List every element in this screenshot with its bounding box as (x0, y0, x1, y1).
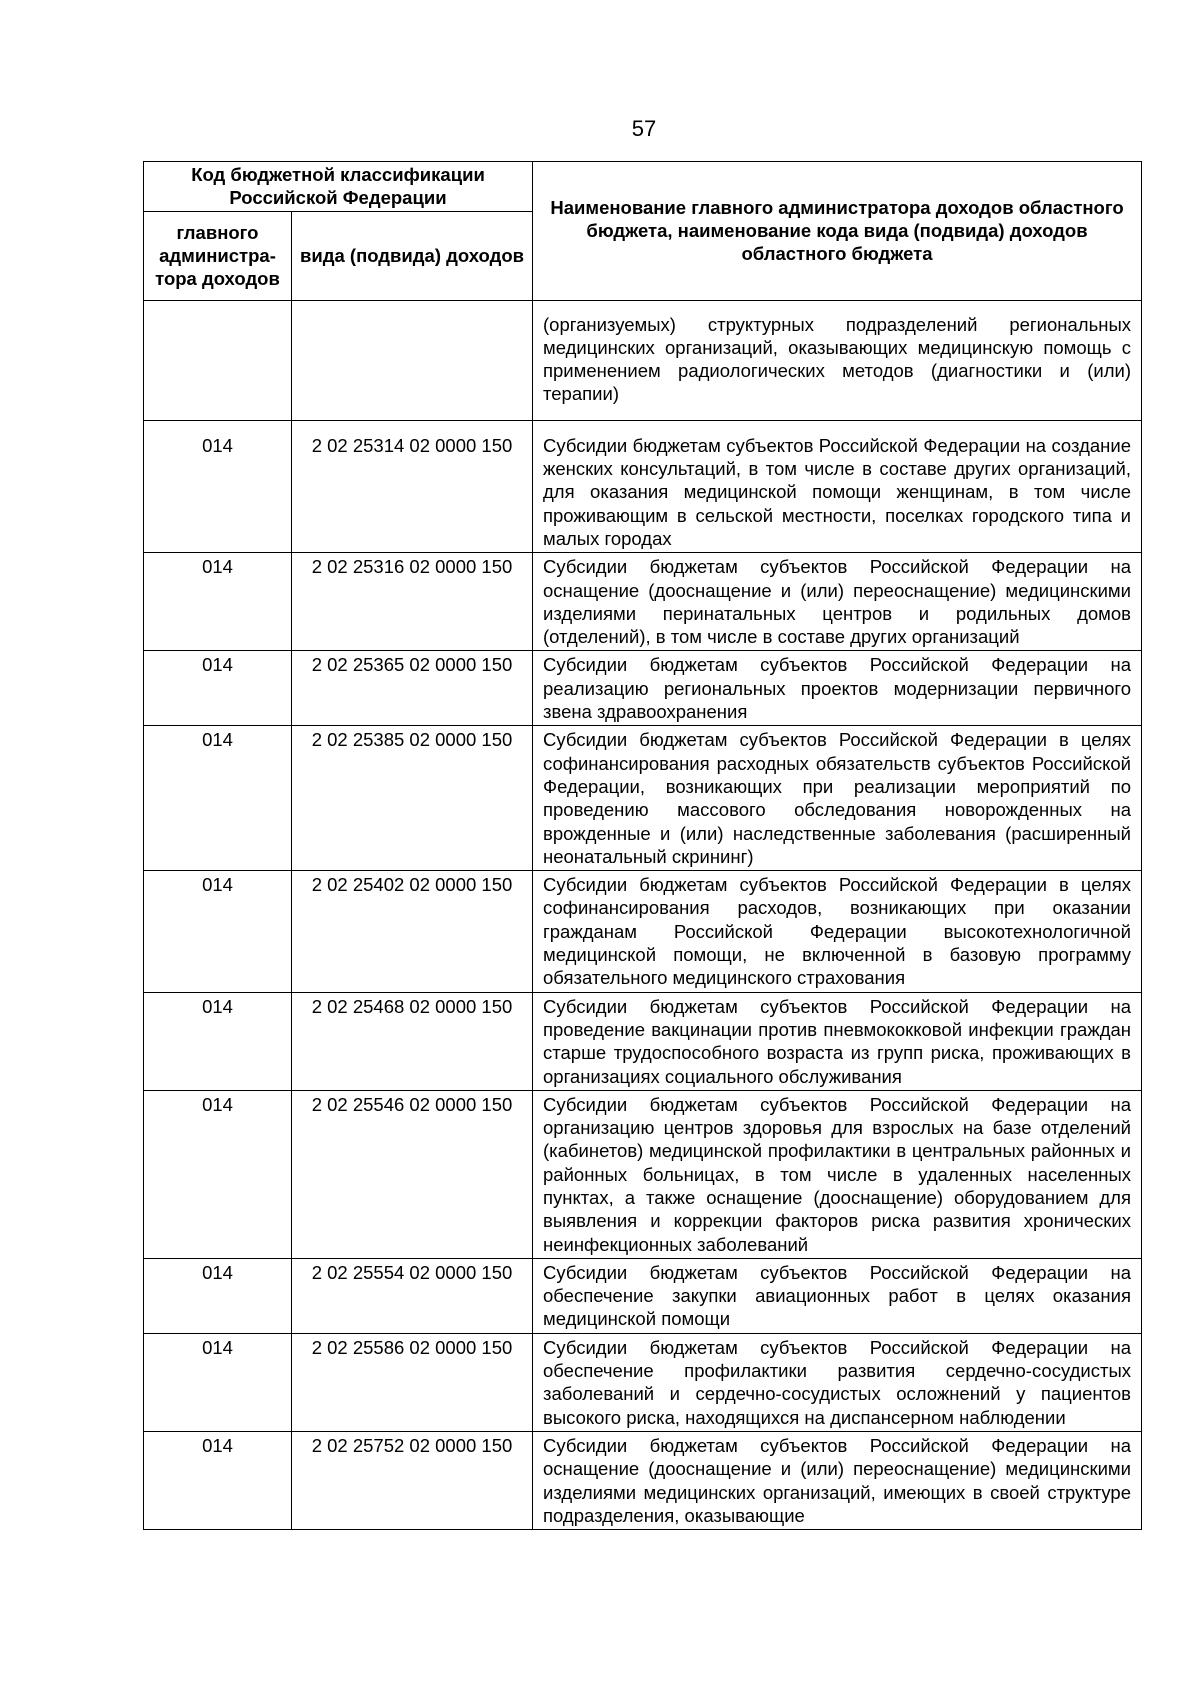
admin-code-cell: 014 (144, 1431, 292, 1529)
income-code-cell: 2 02 25586 02 0000 150 (292, 1333, 533, 1431)
table-row (144, 420, 1142, 552)
income-name-cell: Субсидии бюджетам субъектов Российской Федерации в целях софинансирования расходов, возникающих при оказании гражданам Российской Федерации высокотехнологичной медицинской помощи, не включенной в базовую программу обязательного медицинского страхования (533, 871, 1142, 992)
income-code-cell: 2 02 25554 02 0000 150 (292, 1258, 533, 1333)
income-code-cell: 2 02 25365 02 0000 150 (292, 651, 533, 726)
admin-code-cell: 014 (144, 553, 292, 651)
table-row (144, 992, 1142, 1090)
income-name-cell: Субсидии бюджетам субъектов Российской Федерации на реализацию региональных проектов модернизации первичного звена здравоохранения (533, 651, 1142, 726)
table-body (144, 300, 1142, 1530)
table-row (144, 1258, 1142, 1333)
income-name-cell: (организуемых) структурных подразделений региональных медицинских организаций, оказывающих медицинскую помощь с применением радиологических методов (диагностики и (или) терапии) (533, 300, 1142, 420)
table-row (144, 300, 1142, 420)
table-row (144, 726, 1142, 871)
admin-code-cell: 014 (144, 1258, 292, 1333)
income-name-cell: Субсидии бюджетам субъектов Российской Федерации в целях софинансирования расходных обязательств субъектов Российской Федерации, возникающих при реализации мероприятий по проведению массового обследования новорожденных на врожденные и (или) наследственные заболевания (расширенный неонатальный скрининг) (533, 726, 1142, 871)
page-number: 57 (631, 116, 657, 141)
table-header (144, 162, 1142, 301)
budget-classification-table (143, 161, 1142, 1530)
table-row (144, 1090, 1142, 1258)
admin-code-cell: 014 (144, 420, 292, 552)
income-name-cell: Субсидии бюджетам субъектов Российской Федерации на проведение вакцинации против пневмококковой инфекции граждан старше трудоспособного возраста из групп риска, проживающих в организациях социального обслуживания (533, 992, 1142, 1090)
income-name-cell: Субсидии бюджетам субъектов Российской Федерации на оснащение (дооснащение и (или) переоснащение) медицинскими изделиями медицинских организаций, имеющих в своей структуре подразделения, оказывающие (533, 1431, 1142, 1529)
admin-code-cell: 014 (144, 726, 292, 871)
header-admin-column: главного администра-тора доходов (144, 211, 292, 300)
income-code-cell: 2 02 25385 02 0000 150 (292, 726, 533, 871)
income-name-cell: Субсидии бюджетам субъектов Российской Федерации на обеспечение закупки авиационных работ в целях оказания медицинской помощи (533, 1258, 1142, 1333)
table-row (144, 651, 1142, 726)
income-code-cell: 2 02 25314 02 0000 150 (292, 420, 533, 552)
income-name-cell: Субсидии бюджетам субъектов Российской Федерации на оснащение (дооснащение и (или) переоснащение) медицинскими изделиями перинатальных центров и родильных домов (отделений), в том числе в составе других организаций (533, 553, 1142, 651)
income-code-cell: 2 02 25752 02 0000 150 (292, 1431, 533, 1529)
table-row (144, 871, 1142, 992)
income-code-cell: 2 02 25402 02 0000 150 (292, 871, 533, 992)
income-code-cell: 2 02 25468 02 0000 150 (292, 992, 533, 1090)
table-row (144, 553, 1142, 651)
income-code-cell: 2 02 25316 02 0000 150 (292, 553, 533, 651)
admin-code-cell: 014 (144, 1090, 292, 1258)
header-name-column: Наименование главного администратора доходов областного бюджета, наименование кода вида (подвида) доходов областного бюджета (533, 162, 1142, 301)
income-code-cell (292, 300, 533, 420)
income-name-cell: Субсидии бюджетам субъектов Российской Федерации на обеспечение профилактики развития сердечно-сосудистых заболеваний и сердечно-сосудистых осложнений у пациентов высокого риска, находящихся на диспансерном наблюдении (533, 1333, 1142, 1431)
admin-code-cell: 014 (144, 871, 292, 992)
header-group-title: Код бюджетной классификации Российской Федерации (144, 162, 533, 212)
table-row (144, 1333, 1142, 1431)
table-row (144, 1431, 1142, 1529)
admin-code-cell: 014 (144, 992, 292, 1090)
income-code-cell: 2 02 25546 02 0000 150 (292, 1090, 533, 1258)
income-name-cell: Субсидии бюджетам субъектов Российской Федерации на создание женских консультаций, в том числе в составе других организаций, для оказания медицинской помощи женщинам, в том числе проживающим в сельской местности, поселках городского типа и малых городах (533, 420, 1142, 552)
income-name-cell: Субсидии бюджетам субъектов Российской Федерации на организацию центров здоровья для взрослых на базе отделений (кабинетов) медицинской профилактики в центральных районных и районных больницах, в том числе в удаленных населенных пунктах, а также оснащение (дооснащение) оборудованием для выявления и коррекции факторов риска развития хронических неинфекционных заболеваний (533, 1090, 1142, 1258)
admin-code-cell: 014 (144, 651, 292, 726)
admin-code-cell: 014 (144, 1333, 292, 1431)
header-code-column: вида (подвида) доходов (292, 211, 533, 300)
admin-code-cell (144, 300, 292, 420)
